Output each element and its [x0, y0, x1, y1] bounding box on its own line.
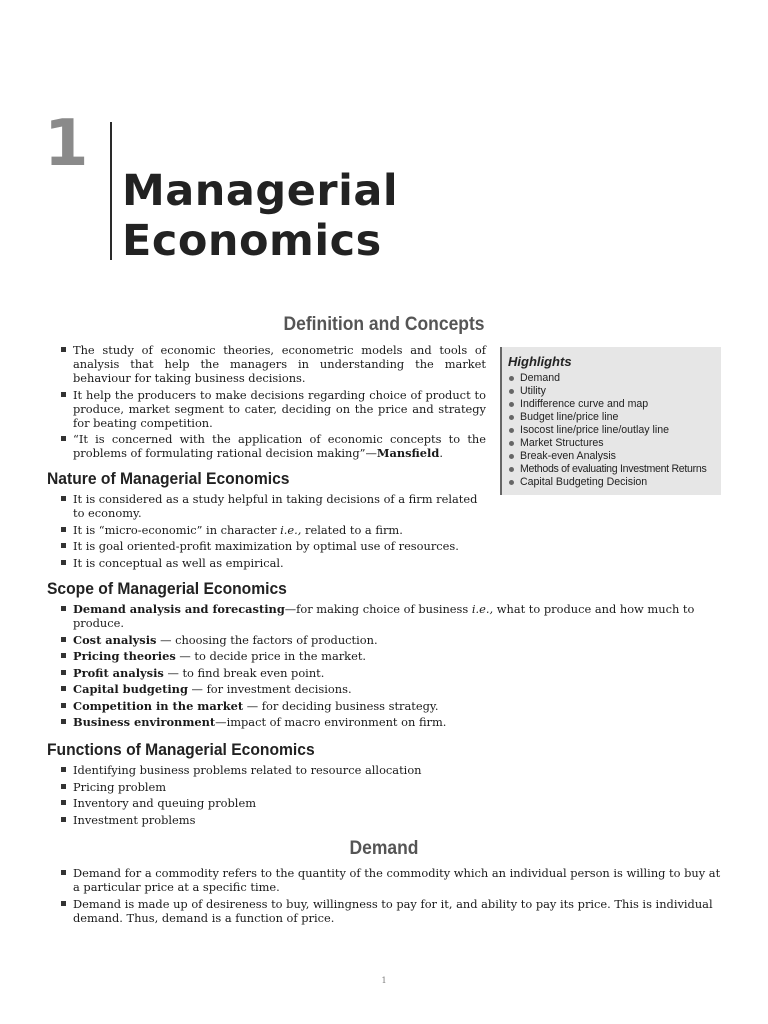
highlight-item: Capital Budgeting Decision: [508, 476, 715, 489]
list-item: The study of economic theories, econometric models and tools of analysis that help the managers in understanding the market behaviour for taking business decisions.: [60, 343, 486, 385]
list-item: [60, 602, 724, 630]
item-bold: Competition in the market: [73, 698, 244, 713]
highlight-item: Utility: [508, 385, 715, 398]
highlight-item: Break-even Analysis: [508, 450, 715, 463]
list-item: It is considered as a study helpful in taking decisions of a firm related to economy.: [60, 492, 492, 520]
list-item: [60, 682, 724, 696]
list-item: [60, 699, 724, 713]
nature-list: [60, 492, 492, 572]
highlights-title: Highlights: [508, 354, 572, 369]
section-heading-definition: Definition and Concepts: [283, 314, 485, 335]
item-bold: Business environment: [73, 715, 216, 729]
item-bold: Pricing theories: [73, 649, 176, 663]
section-heading-scope: Scope of Managerial Economics: [47, 579, 287, 598]
highlight-item: Demand: [508, 372, 715, 385]
quote-end: .: [439, 446, 443, 460]
item-bold: Profit analysis: [73, 665, 164, 680]
page-number: 1: [381, 976, 387, 985]
chapter-divider: [110, 122, 112, 260]
list-item: Demand is made up of desireness to buy, willingness to pay for it, and ability to pay its price. This is individual demand. Thus, demand is a function of price.: [60, 897, 724, 925]
item-text: It is “micro-economic” in character: [73, 522, 281, 537]
chapter-title-line-1: Managerial: [122, 166, 399, 216]
list-item: [60, 666, 724, 680]
list-item: It is conceptual as well as empirical.: [60, 556, 492, 570]
highlights-box: [500, 347, 721, 495]
list-item: It is goal oriented-profit maximization by optimal use of resources.: [60, 539, 492, 553]
definition-list: [60, 343, 486, 463]
list-item: Pricing problem: [60, 780, 724, 794]
item-bold: Capital budgeting: [73, 682, 188, 696]
scope-list: [60, 602, 724, 732]
item-text: related to a firm.: [301, 522, 403, 537]
item-bold: Demand analysis and forecasting: [73, 602, 285, 616]
highlight-item: Market Structures: [508, 437, 715, 450]
item-text: — for deciding business strategy.: [243, 698, 439, 713]
quote-author: Mansfield: [376, 446, 440, 460]
chapter-number: 1: [44, 107, 89, 181]
list-item: Demand for a commodity refers to the quantity of the commodity which an individual person is willing to buy at a particular price at a specific time.: [60, 866, 724, 894]
list-item: [60, 649, 724, 663]
list-item: [60, 523, 492, 537]
list-item: [60, 633, 724, 647]
highlights-list: [508, 372, 715, 489]
section-heading-nature: Nature of Managerial Economics: [47, 469, 290, 488]
section-heading-functions: Functions of Managerial Economics: [47, 740, 315, 759]
item-italic: i.e.,: [471, 602, 494, 616]
list-item: Investment problems: [60, 813, 724, 827]
item-italic: i.e.,: [280, 522, 302, 537]
list-item: It help the producers to make decisions regarding choice of product to produce, market segment to cater, deciding on the price and strategy for beating competition.: [60, 388, 486, 430]
item-text: — to find break even point.: [163, 665, 325, 680]
highlight-item: Indifference curve and map: [508, 398, 715, 411]
section-heading-demand: Demand: [349, 838, 419, 859]
item-text: — choosing the factors of production.: [156, 632, 378, 647]
item-text: —for making choice of business: [284, 602, 472, 616]
item-bold: Cost analysis: [73, 632, 157, 647]
item-text: — for investment decisions.: [187, 682, 352, 696]
functions-list: [60, 763, 724, 829]
list-item: [60, 715, 724, 729]
highlight-item: Budget line/price line: [508, 411, 715, 424]
item-text: — to decide price in the market.: [175, 649, 367, 663]
chapter-title-line-2: Economics: [122, 216, 382, 266]
list-item: Inventory and queuing problem: [60, 796, 724, 810]
list-item: [60, 432, 486, 460]
item-text: —impact of macro environment on firm.: [215, 715, 447, 729]
list-item: Identifying business problems related to resource allocation: [60, 763, 724, 777]
highlight-item: Methods of evaluating Investment Returns: [508, 463, 715, 476]
highlight-item: Isocost line/price line/outlay line: [508, 424, 715, 437]
chapter-title: [122, 166, 398, 266]
quote-text: “It is concerned with the application of economic concepts to the problems of formulating rational decision making”—: [73, 432, 486, 460]
item-text: what to produce and how much to produce.: [73, 602, 695, 630]
demand-list: [60, 866, 724, 927]
